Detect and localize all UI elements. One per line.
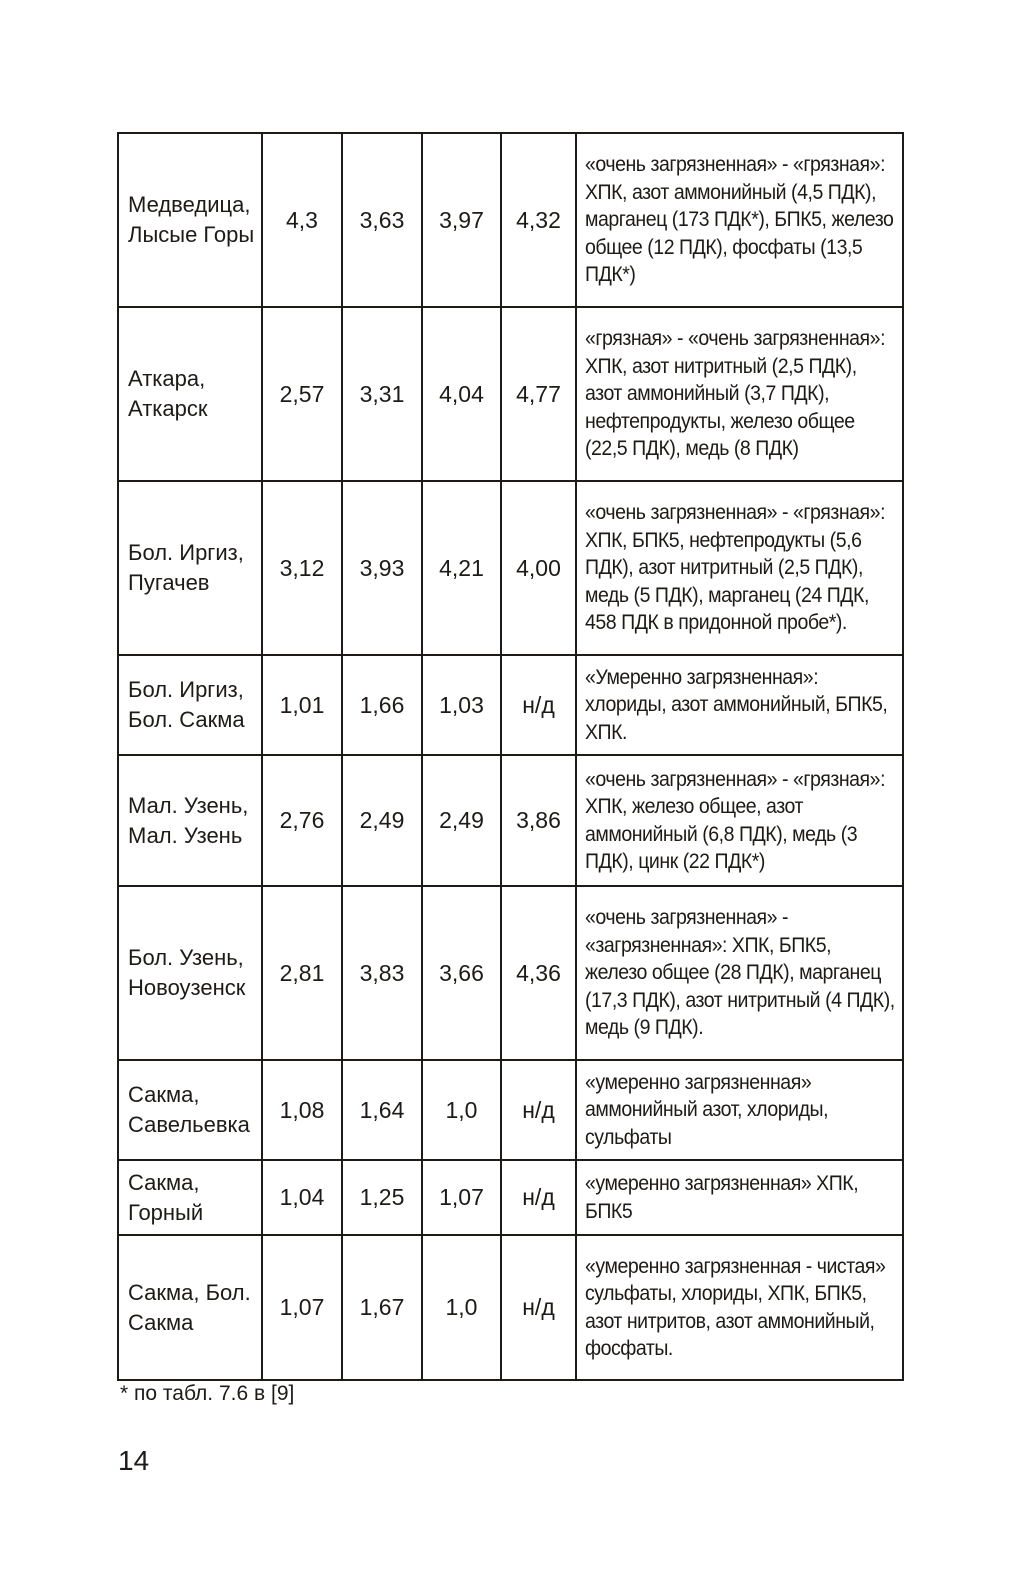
table-row [118, 1160, 903, 1235]
value-cell-v1: 1,08 [262, 1060, 342, 1160]
value-cell-v1: 1,07 [262, 1235, 342, 1380]
station-name-cell: Сакма, Бол. Сакма [118, 1235, 262, 1380]
table-row [118, 886, 903, 1060]
pollution-description-cell [576, 307, 903, 481]
table-footnote: * по табл. 7.6 в [9] [120, 1382, 295, 1405]
pollution-description-text: «умеренно загрязненная» аммонийный азот, хлориды, сульфаты [585, 1070, 829, 1149]
pollution-description-cell [576, 755, 903, 886]
table-row [118, 655, 903, 755]
table-row [118, 1235, 903, 1380]
pollution-description-text: «очень загрязненная» - «загрязненная»: ХПК, БПК5, железо общее (28 ПДК), марганец (17,3 ПДК), азот нитритный (4 ПДК), медь (9 ПДК). [585, 906, 895, 1040]
pollution-description-text: «умеренно загрязненная - чистая» сульфаты, хлориды, ХПК, БПК5, азот нитритов, азот аммонийный, фосфаты. [585, 1254, 886, 1360]
table-row [118, 481, 903, 655]
value-cell-v4: 4,00 [501, 481, 576, 655]
value-cell-v3: 3,97 [422, 133, 501, 307]
pollution-description-text: «очень загрязненная» - «грязная»: ХПК, азот аммонийный (4,5 ПДК), марганец (173 ПДК*), БПК5, железо общее (12 ПДК), фосфаты (13,5 ПДК*) [585, 153, 894, 287]
station-name-cell: Сакма, Савельевка [118, 1060, 262, 1160]
station-name-cell: Бол. Иргиз, Бол. Сакма [118, 655, 262, 755]
pollution-description-cell [576, 481, 903, 655]
value-cell-v2: 3,93 [342, 481, 422, 655]
value-cell-v4: 4,32 [501, 133, 576, 307]
pollution-description-text: «очень загрязненная» - «грязная»: ХПК, БПК5, нефтепродукты (5,6 ПДК), азот нитритный (2,5 ПДК), медь (5 ПДК), марганец (24 ПДК, 458 ПДК в придонной пробе*). [585, 501, 886, 635]
value-cell-v1: 4,3 [262, 133, 342, 307]
value-cell-v4: н/д [501, 1235, 576, 1380]
station-name-cell: Бол. Иргиз, Пугачев [118, 481, 262, 655]
station-name-cell: Аткара, Аткарск [118, 307, 262, 481]
value-cell-v4: 3,86 [501, 755, 576, 886]
station-name-cell: Медведица, Лысые Горы [118, 133, 262, 307]
value-cell-v1: 2,57 [262, 307, 342, 481]
value-cell-v1: 2,76 [262, 755, 342, 886]
page-number: 14 [118, 1445, 150, 1476]
value-cell-v3: 2,49 [422, 755, 501, 886]
station-name-cell: Бол. Узень, Новоузенск [118, 886, 262, 1060]
pollution-description-text: «умеренно загрязненная» ХПК, БПК5 [585, 1172, 859, 1223]
value-cell-v2: 3,31 [342, 307, 422, 481]
station-name-cell: Сакма, Горный [118, 1160, 262, 1235]
station-name-cell: Мал. Узень, Мал. Узень [118, 755, 262, 886]
value-cell-v2: 1,66 [342, 655, 422, 755]
pollution-description-cell [576, 133, 903, 307]
value-cell-v2: 1,67 [342, 1235, 422, 1380]
value-cell-v1: 2,81 [262, 886, 342, 1060]
value-cell-v4: 4,77 [501, 307, 576, 481]
pollution-description-cell [576, 886, 903, 1060]
value-cell-v4: н/д [501, 655, 576, 755]
water-quality-table [117, 132, 904, 1381]
table-row [118, 1060, 903, 1160]
value-cell-v3: 1,0 [422, 1235, 501, 1380]
value-cell-v2: 3,63 [342, 133, 422, 307]
pollution-description-cell [576, 1060, 903, 1160]
table-row [118, 755, 903, 886]
pollution-description-cell [576, 1160, 903, 1235]
value-cell-v2: 1,25 [342, 1160, 422, 1235]
value-cell-v2: 1,64 [342, 1060, 422, 1160]
value-cell-v4: н/д [501, 1160, 576, 1235]
value-cell-v3: 3,66 [422, 886, 501, 1060]
pollution-description-cell [576, 655, 903, 755]
value-cell-v4: н/д [501, 1060, 576, 1160]
value-cell-v1: 3,12 [262, 481, 342, 655]
pollution-description-text: «Умеренно загрязненная»: хлориды, азот аммонийный, БПК5, ХПК. [585, 665, 888, 744]
value-cell-v3: 4,21 [422, 481, 501, 655]
value-cell-v4: 4,36 [501, 886, 576, 1060]
value-cell-v1: 1,04 [262, 1160, 342, 1235]
value-cell-v3: 4,04 [422, 307, 501, 481]
pollution-description-text: «грязная» - «очень загрязненная»: ХПК, азот нитритный (2,5 ПДК), азот аммонийный (3,7 ПДК), нефтепродукты, железо общее (22,5 ПДК), медь (8 ПДК) [585, 327, 886, 461]
table-row [118, 133, 903, 307]
pollution-description-text: «очень загрязненная» - «грязная»: ХПК, железо общее, азот аммонийный (6,8 ПДК), медь (3 ПДК), цинк (22 ПДК*) [585, 767, 886, 873]
value-cell-v1: 1,01 [262, 655, 342, 755]
value-cell-v2: 2,49 [342, 755, 422, 886]
pollution-description-cell [576, 1235, 903, 1380]
value-cell-v3: 1,0 [422, 1060, 501, 1160]
table-row [118, 307, 903, 481]
value-cell-v3: 1,03 [422, 655, 501, 755]
value-cell-v2: 3,83 [342, 886, 422, 1060]
value-cell-v3: 1,07 [422, 1160, 501, 1235]
